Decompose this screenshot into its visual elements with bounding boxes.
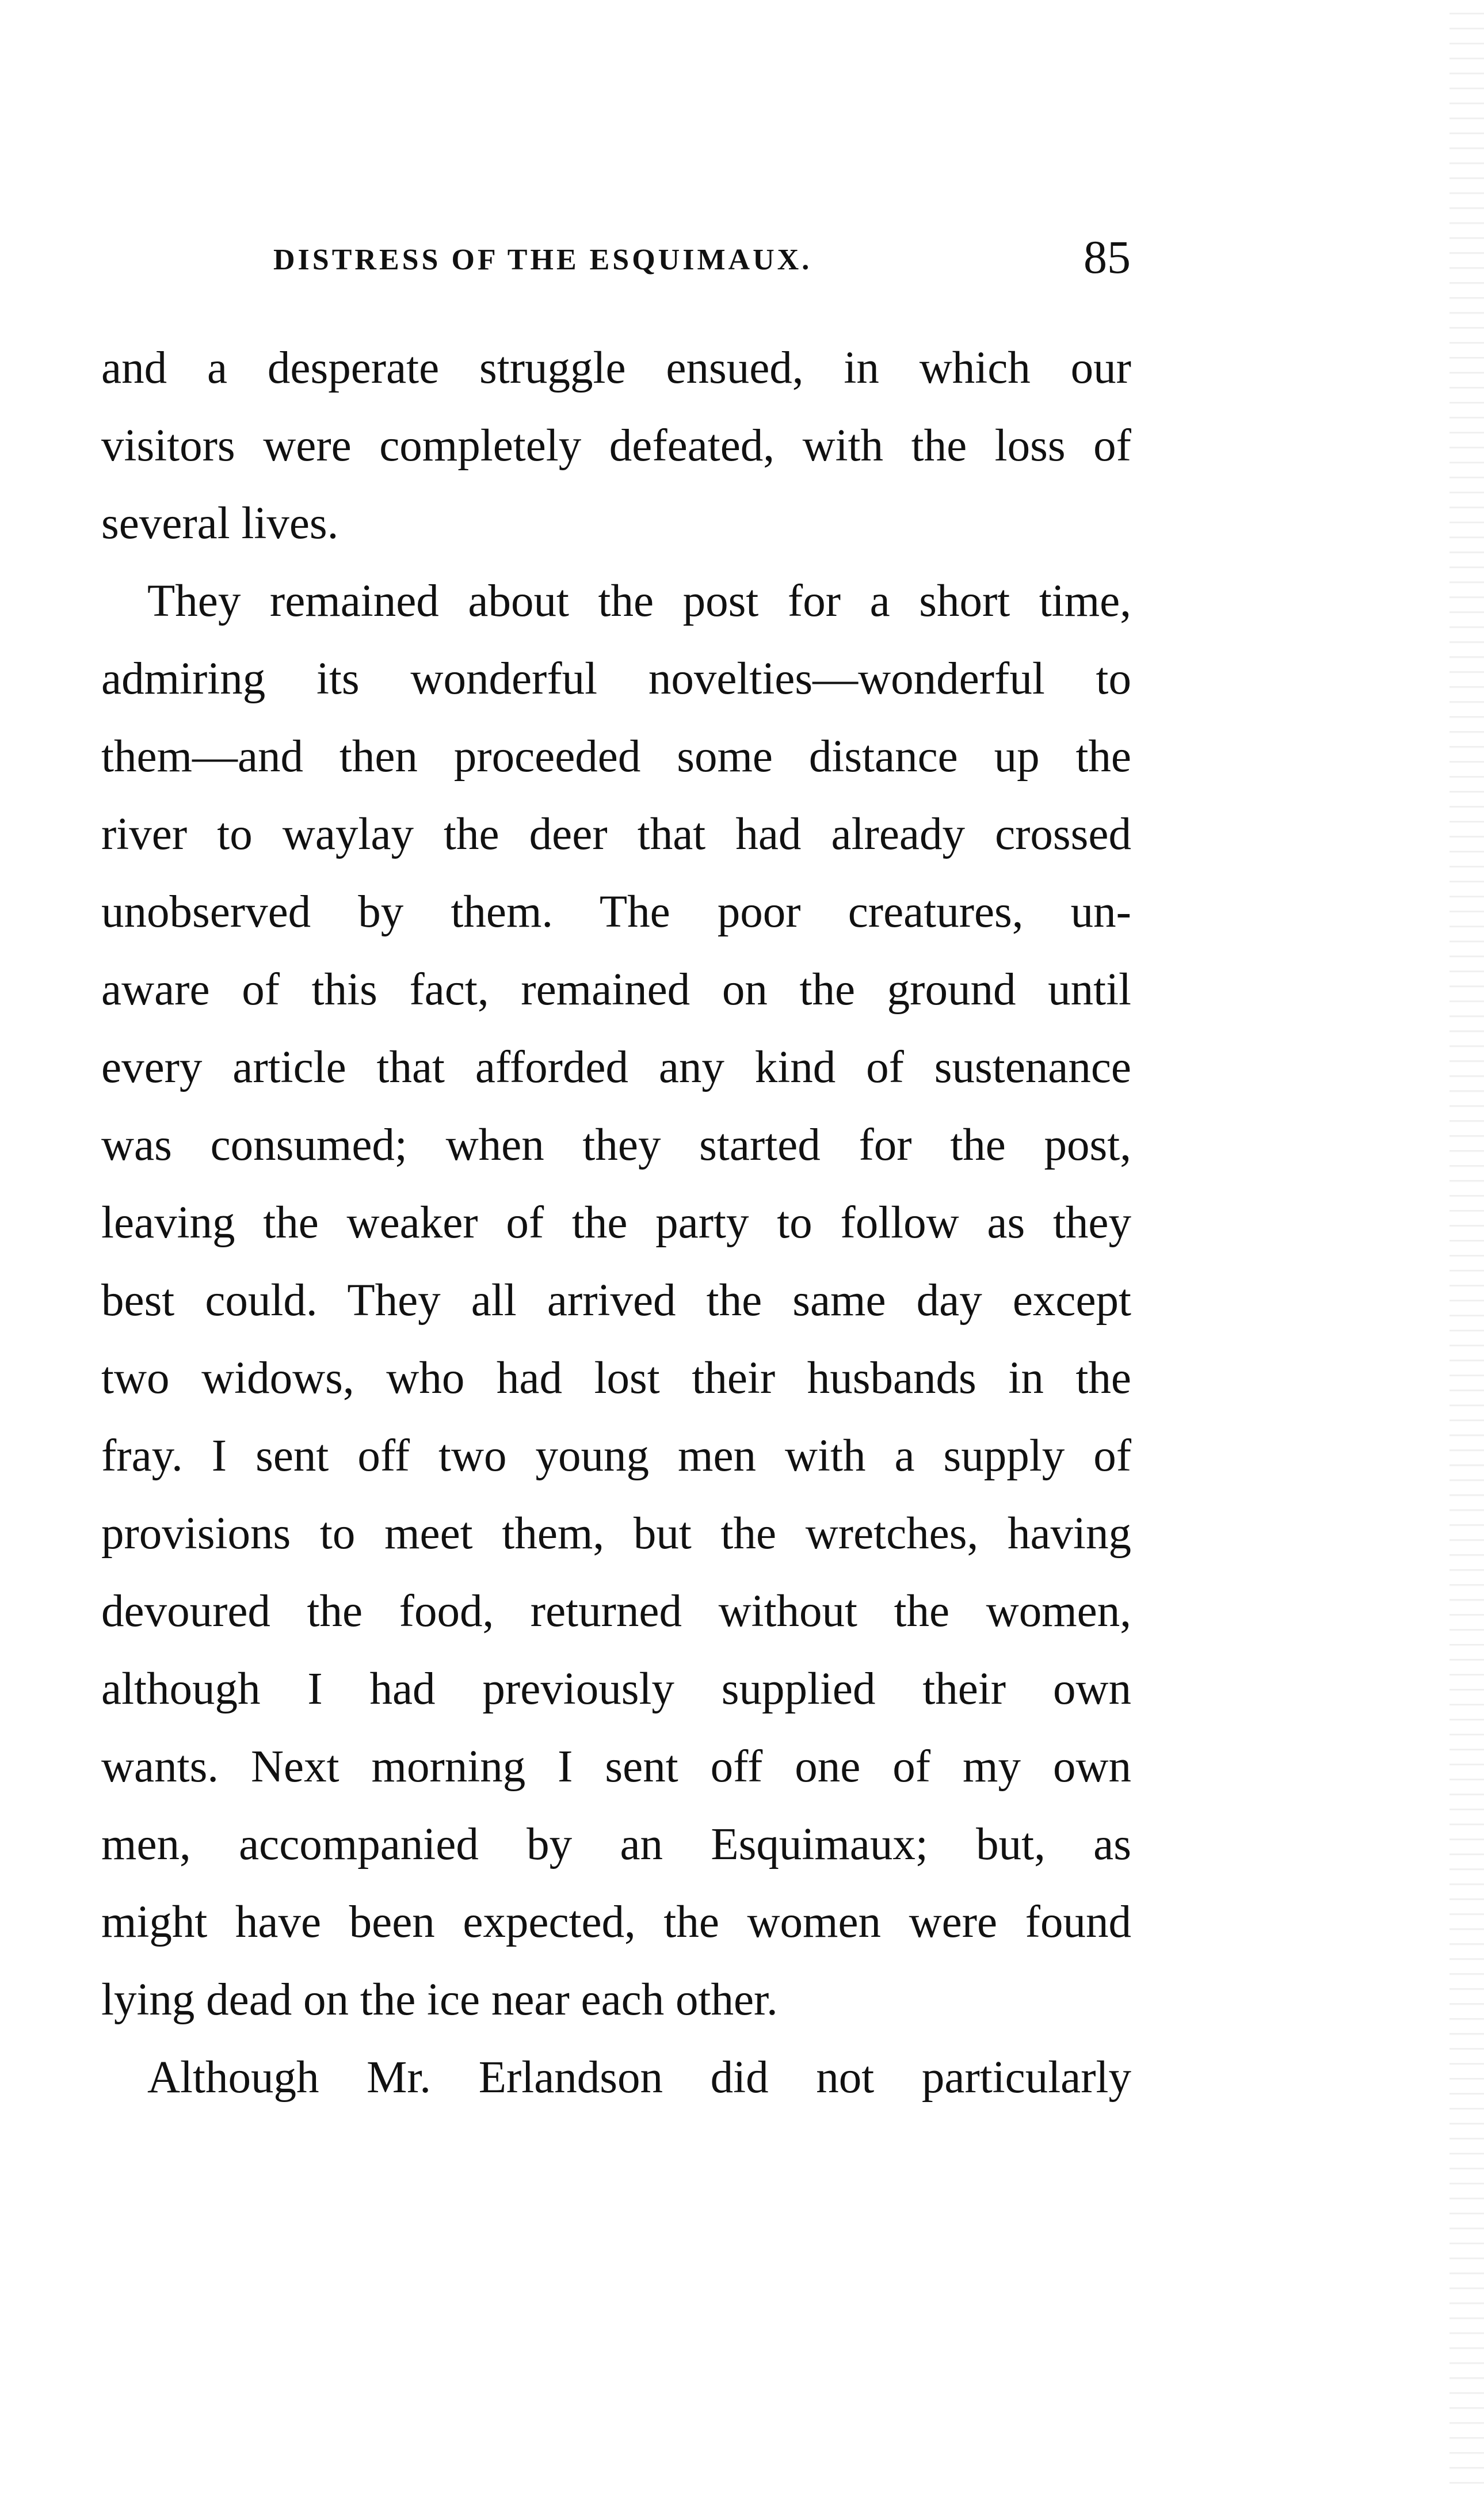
text-line: They remained about the post for a short time,	[147, 576, 1131, 626]
text-line: admiring its wonderful novelties—wonderful to	[101, 654, 1131, 704]
text-line: visitors were completely defeated, with the loss of	[101, 421, 1131, 471]
text-line: men, accompanied by an Esquimaux; but, as	[101, 1819, 1131, 1869]
text-line: two widows, who had lost their husbands in the	[101, 1353, 1131, 1403]
text-line: Although Mr. Erlandson did not particularly	[147, 2053, 1131, 2103]
text-line: lying dead on the ice near each other.	[101, 1975, 778, 2025]
text-line: and a desperate struggle ensued, in which our	[101, 343, 1131, 393]
body-text	[101, 329, 1131, 2116]
text-line: best could. They all arrived the same day except	[101, 1275, 1131, 1326]
text-line: was consumed; when they started for the post,	[101, 1120, 1131, 1170]
text-line: devoured the food, returned without the women,	[101, 1586, 1131, 1636]
page-edge-shadow	[1449, 0, 1484, 2494]
text-line: might have been expected, the women were found	[101, 1897, 1131, 1947]
running-head	[273, 230, 1131, 288]
text-line: every article that afforded any kind of sustenance	[101, 1042, 1131, 1092]
text-line: several lives.	[101, 498, 339, 549]
text-line: them—and then proceeded some distance up the	[101, 732, 1131, 782]
running-title: DISTRESS OF THE ESQUIMAUX.	[273, 243, 812, 276]
text-line: aware of this fact, remained on the ground until	[101, 965, 1131, 1015]
text-line: leaving the weaker of the party to follow as they	[101, 1198, 1131, 1248]
text-line: wants. Next morning I sent off one of my own	[101, 1742, 1131, 1792]
text-line: unobserved by them. The poor creatures, un-	[101, 887, 1131, 937]
page-number: 85	[1084, 231, 1131, 283]
text-line: although I had previously supplied their own	[101, 1664, 1131, 1714]
text-line: fray. I sent off two young men with a supply of	[101, 1431, 1131, 1481]
text-line: river to waylay the deer that had already crossed	[101, 809, 1131, 859]
text-line: provisions to meet them, but the wretches, having	[101, 1509, 1131, 1559]
